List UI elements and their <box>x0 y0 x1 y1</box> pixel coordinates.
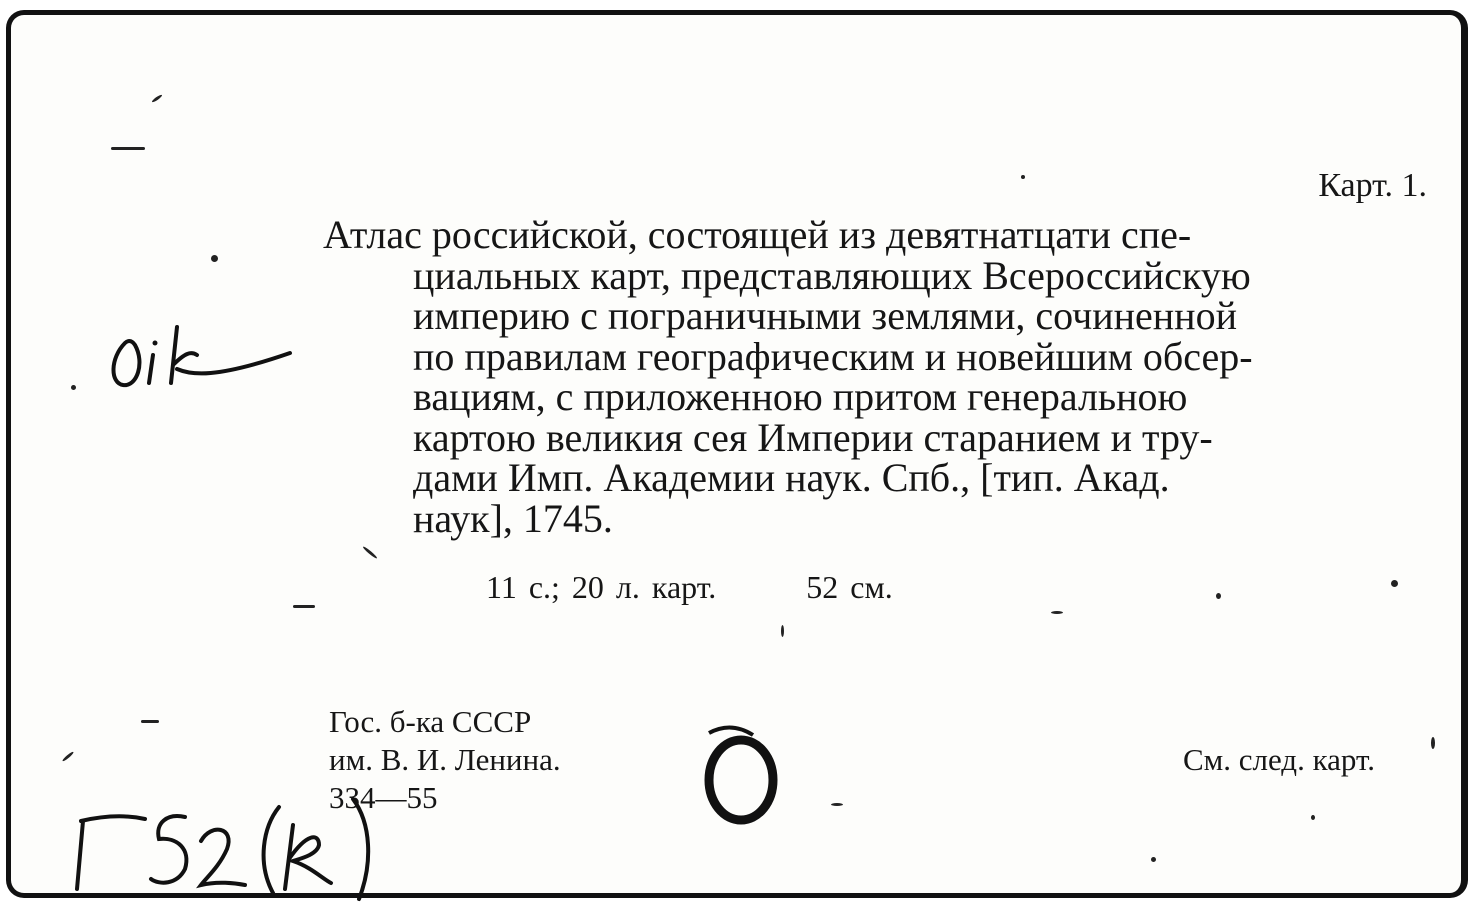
ink-speck <box>831 803 843 806</box>
ink-speck <box>71 385 76 390</box>
ink-speck <box>1431 737 1435 749</box>
bibliographic-entry <box>323 212 1403 541</box>
entry-line: по правилам географическим и новейшим обсер- <box>413 333 1253 379</box>
catalog-card <box>6 10 1468 898</box>
handwritten-mark-top <box>105 313 305 403</box>
entry-line: циальных карт, представляющих Всероссийскую <box>413 252 1251 298</box>
see-next-card: См. след. карт. <box>1182 742 1375 777</box>
ink-speck <box>293 605 315 608</box>
handwritten-mark-bottom <box>67 793 397 903</box>
ink-speck <box>211 255 218 262</box>
entry-line: картою великия сея Империи старанием и тру- <box>413 414 1213 460</box>
ink-speck <box>1021 175 1025 179</box>
entry-line: Атлас российской, состоящей из девятнатцати спе- <box>323 212 1192 257</box>
entry-line: вациям, с приложенною притом генеральною <box>413 374 1188 419</box>
ink-speck <box>151 94 163 103</box>
ink-speck <box>62 751 75 762</box>
library-named-after: им. В. И. Ленина. <box>329 742 561 777</box>
ink-speck <box>781 625 784 637</box>
library-number: 334—55 <box>329 780 438 815</box>
ink-speck <box>141 720 159 723</box>
collation <box>486 569 893 606</box>
entry-line: наук], 1745. <box>413 495 613 541</box>
library-name: Гос. б-ка СССР <box>329 704 532 739</box>
entry-line: дами Имп. Академии наук. Спб., [тип. Акад. <box>413 455 1170 500</box>
ink-speck <box>1391 580 1398 587</box>
entry-line: империю с пограничными землями, сочиненной <box>413 293 1237 338</box>
punch-hole-icon <box>691 723 791 833</box>
ink-speck <box>1216 593 1221 599</box>
collation-pages: 11 с.; 20 л. карт. <box>486 569 717 605</box>
ink-speck <box>1311 815 1315 820</box>
ink-speck <box>1051 611 1063 614</box>
ink-speck <box>1151 857 1156 862</box>
card-number: Карт. 1. <box>1318 167 1427 204</box>
collation-size: 52 см. <box>806 569 893 605</box>
ink-speck <box>111 147 145 150</box>
ink-speck <box>362 546 378 560</box>
